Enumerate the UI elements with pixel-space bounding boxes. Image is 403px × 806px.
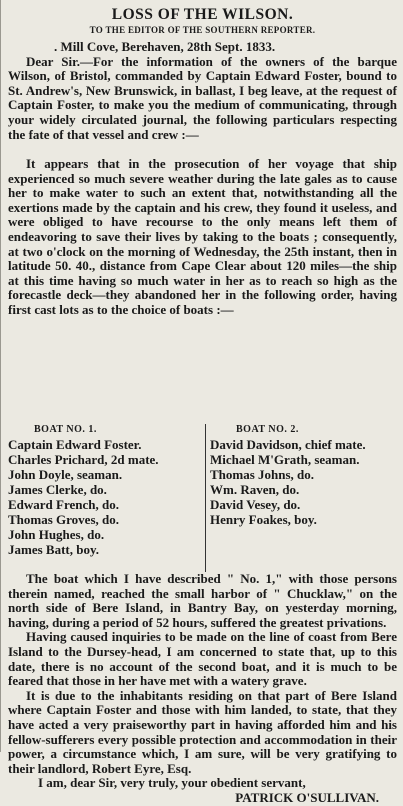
crew-member: James Clerke, do.	[8, 482, 107, 497]
article-intro	[8, 40, 397, 142]
crew-member: James Batt, boy.	[8, 542, 99, 557]
boat-lists	[8, 422, 397, 572]
dateline: . Mill Cove, Berehaven, 28th Sept. 1833.	[54, 39, 276, 54]
paragraph-2: It appears that in the prosecution of her voyage that ship experienced so much severe weather during the late gales as to cause her to make water to such an extent that, notwithstanding all the exertions made by the captain and his crew, they found it useless, and were obliged to have recourse to the only means left them of endeavoring to save their lives by taking to the boats ; consequently, at two o'clock on the morning of Wednesday, the 25th instant, then in latitude 50. 40., distance from Cape Clear about 120 miles—the ship at this time having so much water in her as to reach so high as the forecastle deck—they abandoned her in the following order, having first cast lots as to the choice of boats :—	[8, 156, 397, 317]
article-subtitle: TO THE EDITOR OF THE SOUTHERN REPORTER.	[89, 25, 316, 35]
crew-member: Charles Prichard, 2d mate.	[8, 452, 159, 467]
crew-member: John Doyle, seaman.	[8, 467, 123, 482]
paragraph-1: Dear Sir.—For the information of the owners of the barque Wilson, of Bristol, commanded by Captain Edward Foster, bound to St. Andrew's, New Brunswick, in ballast, I beg leave, at the request of Captain Foster, to make you the medium of communicating, through your widely circulated journal, the following particulars respecting the fate of that vessel and crew :—	[8, 53, 397, 142]
column-divider	[205, 424, 206, 572]
paragraph-4: Having caused inquiries to be made on the line of coast from Bere Island to the Dursey-head, I am concerned to state that, up to this date, there is no account of the second boat, and it is much to be feared that those in her have met with a watery grave.	[8, 629, 397, 689]
paragraph-5: It is due to the inhabitants residing on that part of Bere Island where Captain Foster and those with him landed, to state, that they have acted a very praiseworthy part in having afforded him and his fellow-sufferers every possible protection and accommodation in their power, a circumstance which, I am sure, will be very gratifying to their landlord, Robert Eyre, Esq.	[8, 687, 397, 776]
crew-member: Michael M'Grath, seaman.	[210, 452, 360, 467]
crew-member: Henry Foakes, boy.	[210, 512, 317, 527]
article-title: LOSS OF THE WILSON.	[111, 6, 294, 23]
boat-1-heading: BOAT NO. 1.	[34, 424, 97, 435]
crew-member: Thomas Johns, do.	[210, 467, 315, 482]
crew-member: John Hughes, do.	[8, 527, 105, 542]
closing-line: I am, dear Sir, very truly, your obedient servant,	[38, 775, 306, 791]
signature: PATRICK O'SULLIVAN.	[235, 789, 379, 805]
crew-member: Captain Edward Foster.	[8, 437, 142, 452]
boat-2-heading: BOAT NO. 2.	[236, 424, 299, 435]
crew-member: Edward French, do.	[8, 497, 119, 512]
boat-2-list	[210, 422, 395, 527]
article-body-bottom	[8, 572, 397, 806]
crew-member: Wm. Raven, do.	[210, 482, 300, 497]
article-body-top	[8, 157, 397, 318]
crew-member: David Vesey, do.	[210, 497, 301, 512]
boat-1-list	[8, 422, 198, 557]
paragraph-3: The boat which I have described " No. 1," with those persons therein named, reached the small harbor of " Chucklaw," on the north side of Bere Island, in Bantry Bay, on yesterday morning, having, during a period of 52 hours, suffered the greatest privations.	[8, 571, 397, 630]
crew-member: Thomas Groves, do.	[8, 512, 119, 527]
crew-member: David Davidson, chief mate.	[210, 437, 366, 452]
